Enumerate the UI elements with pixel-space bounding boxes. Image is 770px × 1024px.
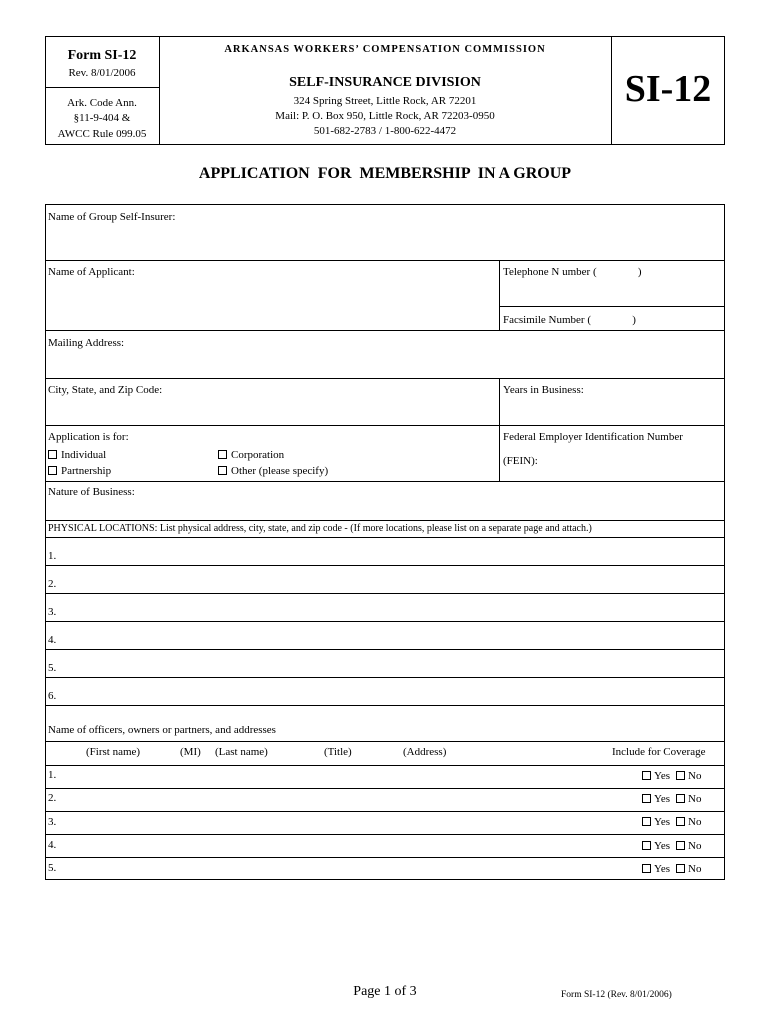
officer-row-2[interactable]: 2.	[48, 792, 57, 804]
mail-address: Mail: P. O. Box 950, Little Rock, AR 72203-0950	[275, 110, 495, 122]
col-mi: (MI)	[180, 746, 201, 758]
years-in-business-field[interactable]: Years in Business:	[503, 384, 584, 396]
facsimile-field[interactable]: Facsimile Number ( )	[503, 314, 636, 326]
location-row-6[interactable]: 6.	[48, 690, 57, 702]
col-last-name: (Last name)	[215, 746, 268, 758]
officers-header: Name of officers, owners or partners, and addresses	[48, 724, 276, 736]
ark-code-line2: §11-9-404 &	[73, 112, 131, 124]
checkbox-yes-3[interactable]	[642, 817, 651, 826]
col-title: (Title)	[324, 746, 352, 758]
officer-row-4[interactable]: 4.	[48, 839, 57, 851]
ark-code-line3: AWCC Rule 099.05	[57, 128, 147, 140]
fein-field[interactable]: (FEIN):	[503, 455, 538, 467]
checkbox-no-2[interactable]	[676, 794, 685, 803]
checkbox-no-1[interactable]	[676, 771, 685, 780]
form-revision: Rev. 8/01/2006	[68, 67, 136, 79]
officer-row-1[interactable]: 1.	[48, 769, 57, 781]
mailing-address-field[interactable]: Mailing Address:	[48, 337, 125, 349]
checkbox-yes-1[interactable]	[642, 771, 651, 780]
page-number: Page 1 of 3	[353, 984, 417, 999]
nature-of-business-field[interactable]: Nature of Business:	[48, 486, 135, 498]
option-other[interactable]: Other (please specify)	[218, 465, 328, 477]
applicant-name-field[interactable]: Name of Applicant:	[48, 266, 135, 278]
checkbox-no-3[interactable]	[676, 817, 685, 826]
officer-row-3[interactable]: 3.	[48, 816, 57, 828]
page-title: APPLICATION FOR MEMBERSHIP IN A GROUP	[198, 165, 572, 182]
checkbox-other[interactable]	[218, 466, 227, 475]
ark-code-line1: Ark. Code Ann.	[67, 97, 137, 109]
option-individual[interactable]: Individual	[48, 449, 106, 461]
commission-name: ARKANSAS WORKERS’ COMPENSATION COMMISSION	[224, 44, 546, 55]
col-first-name: (First name)	[86, 746, 141, 758]
coverage-choice-5: Yes No	[642, 863, 701, 875]
checkbox-corporation[interactable]	[218, 450, 227, 459]
phone-numbers: 501-682-2783 / 1-800-622-4472	[313, 125, 457, 137]
street-address: 324 Spring Street, Little Rock, AR 72201	[293, 95, 477, 107]
location-row-3[interactable]: 3.	[48, 606, 57, 618]
coverage-choice-1: Yes No	[642, 770, 701, 782]
form-badge: SI-12	[624, 68, 712, 110]
location-row-1[interactable]: 1.	[48, 550, 57, 562]
form-number-title: Form SI-12	[67, 48, 137, 63]
checkbox-no-4[interactable]	[676, 841, 685, 850]
col-include-coverage: Include for Coverage	[612, 746, 706, 758]
checkbox-yes-4[interactable]	[642, 841, 651, 850]
application-type-label: Application is for:	[48, 431, 129, 443]
officer-row-5[interactable]: 5.	[48, 862, 57, 874]
coverage-choice-3: Yes No	[642, 816, 701, 828]
location-row-4[interactable]: 4.	[48, 634, 57, 646]
checkbox-individual[interactable]	[48, 450, 57, 459]
location-row-2[interactable]: 2.	[48, 578, 57, 590]
checkbox-yes-5[interactable]	[642, 864, 651, 873]
option-partnership[interactable]: Partnership	[48, 465, 111, 477]
coverage-choice-2: Yes No	[642, 793, 701, 805]
group-name-field[interactable]: Name of Group Self-Insurer:	[48, 211, 176, 223]
checkbox-partnership[interactable]	[48, 466, 57, 475]
location-row-5[interactable]: 5.	[48, 662, 57, 674]
checkbox-yes-2[interactable]	[642, 794, 651, 803]
col-address: (Address)	[403, 746, 447, 758]
telephone-field[interactable]: Telephone N umber ( )	[503, 266, 642, 278]
coverage-choice-4: Yes No	[642, 840, 701, 852]
physical-locations-header: PHYSICAL LOCATIONS: List physical address, city, state, and zip code - (If more locations, please list on a separate page and attach.)	[48, 523, 592, 534]
division-name: SELF-INSURANCE DIVISION	[289, 75, 481, 90]
city-state-zip-field[interactable]: City, State, and Zip Code:	[48, 384, 163, 396]
option-corporation[interactable]: Corporation	[218, 449, 284, 461]
fein-label: Federal Employer Identification Number	[503, 431, 683, 443]
checkbox-no-5[interactable]	[676, 864, 685, 873]
footer-form-revision: Form SI-12 (Rev. 8/01/2006)	[561, 990, 672, 1000]
